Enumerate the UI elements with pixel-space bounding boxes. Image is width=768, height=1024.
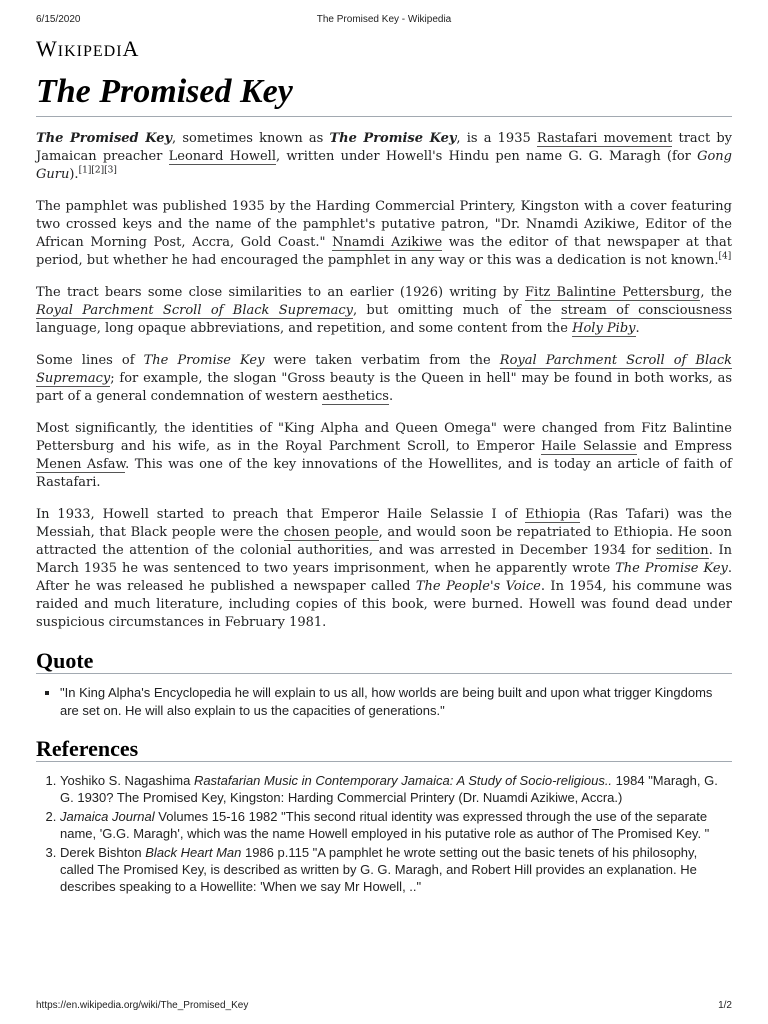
link-royal-parchment-scroll[interactable]: Royal Parchment Scroll of Black Supremacy bbox=[36, 303, 353, 318]
citation-4[interactable]: [4] bbox=[718, 251, 732, 262]
link-ethiopia[interactable]: Ethiopia bbox=[525, 507, 581, 522]
link-rastafari-movement[interactable]: Rastafari movement bbox=[536, 131, 673, 146]
citation-1-3[interactable]: [1][2][3] bbox=[78, 165, 117, 176]
link-haile-selassie[interactable]: Haile Selassie bbox=[541, 439, 637, 454]
paragraph-publication: The pamphlet was published 1935 by the Harding Commercial Printery, Kingston with a cover featuring two crossed keys and the name of the pamphlet's putative patron, "Dr. Nnamdi Azikiwe, Editor of the African Morning Post, Accra, Gold Coast." Nnamdi Azikiwe was the editor of that newspaper at that period, but whether he had encouraged the pamphlet in any way or this was a dedication is not known.[4] bbox=[36, 199, 732, 268]
paragraph-lead: The Promised Key, sometimes known as The Promise Key, is a 1935 Rastafari movement tract by Jamaican preacher Leonard Howell, written under Howell's Hindu pen name G. G. Maragh (for Gong Guru).[1][2][3] bbox=[36, 131, 733, 182]
link-menen-asfaw[interactable]: Menen Asfaw bbox=[36, 457, 126, 472]
article-title: The Promised Key bbox=[36, 72, 732, 117]
link-fitz-balintine-pettersburg[interactable]: Fitz Balintine Pettersburg bbox=[525, 285, 701, 300]
paragraph-similarities: The tract bears some close similarities to an earlier (1926) writing by Fitz Balintine Pettersburg, the Royal Parchment Scroll of Black Supremacy, but omitting much of the stream of consciousness language, long opaque abbreviations, and repetition, and some content from the Holy Piby. bbox=[36, 285, 732, 336]
reference-item: 3. Derek Bishton Black Heart Man 1986 p.115 "A pamphlet he wrote setting out the basic tenets of his philosophy, called The Promised Key, is described as written by G. G. Maragh, and Robert Hill provides an explanation. He describes speaking to a Howellite: 'When we say Mr Howell, .." bbox=[60, 844, 732, 895]
link-nnamdi-azikiwe[interactable]: Nnamdi Azikiwe bbox=[332, 235, 443, 250]
print-header bbox=[36, 14, 732, 28]
link-sedition[interactable]: sedition bbox=[656, 543, 709, 558]
paragraph-history: In 1933, Howell started to preach that Emperor Haile Selassie I of Ethiopia (Ras Tafari) was the Messiah, that Black people were the chosen people, and would soon be repatriated to Ethiopia. He soon attracted the attention of the colonial authorities, and was arrested in December 1934 for sedition. In March 1935 he was sentenced to two years imprisonment, when he apparently wrote The Promise Key. After he was released he published a newspaper called The People's Voice. In 1954, his commune was raided and much literature, including copies of this book, were burned. Howell was found dead under suspicious circumstances in February 1981. bbox=[36, 507, 732, 630]
link-chosen-people[interactable]: chosen people bbox=[283, 525, 379, 540]
reference-item: 2. Jamaica Journal Volumes 15-16 1982 "This second ritual identity was expressed through the use of the separate name, 'G.G. Maragh', which was the name Howell employed in his putative role as author of The Promised Key. " bbox=[60, 808, 732, 842]
print-date: 6/15/2020 bbox=[36, 14, 81, 25]
section-heading-quote: Quote bbox=[36, 652, 732, 674]
paragraph-identities: Most significantly, the identities of "King Alpha and Queen Omega" were changed from Fitz Balintine Pettersburg and his wife, as in the Royal Parchment Scroll, to Emperor Haile Selassie and Empress Menen Asfaw. This was one of the key innovations of the Howellites, and is today an article of faith of Rastafari. bbox=[36, 421, 733, 490]
article-body bbox=[36, 130, 732, 897]
link-leonard-howell[interactable]: Leonard Howell bbox=[168, 149, 276, 164]
reference-item: 1. Yoshiko S. Nagashima Rastafarian Music in Contemporary Jamaica: A Study of Socio-religious.. 1984 "Maragh, G. G. 1930? The Promised Key, Kingston: Harding Commercial Printery (Dr. Nuamdi Azikiwe, Accra.) bbox=[60, 772, 732, 806]
print-page-title: The Promised Key - Wikipedia bbox=[316, 14, 452, 25]
link-aesthetics[interactable]: aesthetics bbox=[322, 389, 389, 404]
quote-list bbox=[36, 684, 732, 720]
section-heading-references: References bbox=[36, 740, 732, 762]
link-stream-of-consciousness[interactable]: stream of consciousness bbox=[560, 303, 732, 318]
references-list bbox=[36, 772, 732, 895]
link-holy-piby[interactable]: Holy Piby bbox=[572, 321, 636, 336]
quote-item: ▪ "In King Alpha's Encyclopedia he will explain to us all, how worlds are being built and upon what trigger Kingdoms are set on. He will also explain to us the capacities of generations." bbox=[60, 684, 732, 720]
print-url: https://en.wikipedia.org/wiki/The_Promised_Key bbox=[36, 1000, 249, 1011]
paragraph-verbatim: Some lines of The Promise Key were taken verbatim from the Royal Parchment Scroll of Black Supremacy; for example, the slogan "Gross beauty is the Queen in hell" may be found in both works, as part of a general condemnation of western aesthetics. bbox=[36, 353, 733, 404]
wikipedia-wordmark[interactable]: WIKIPEDIA bbox=[36, 36, 140, 61]
page-number: 1/2 bbox=[718, 1000, 732, 1011]
link-royal-parchment-scroll-2[interactable]: Royal Parchment Scroll of Black Supremacy bbox=[36, 353, 733, 386]
print-footer bbox=[36, 1000, 732, 1014]
